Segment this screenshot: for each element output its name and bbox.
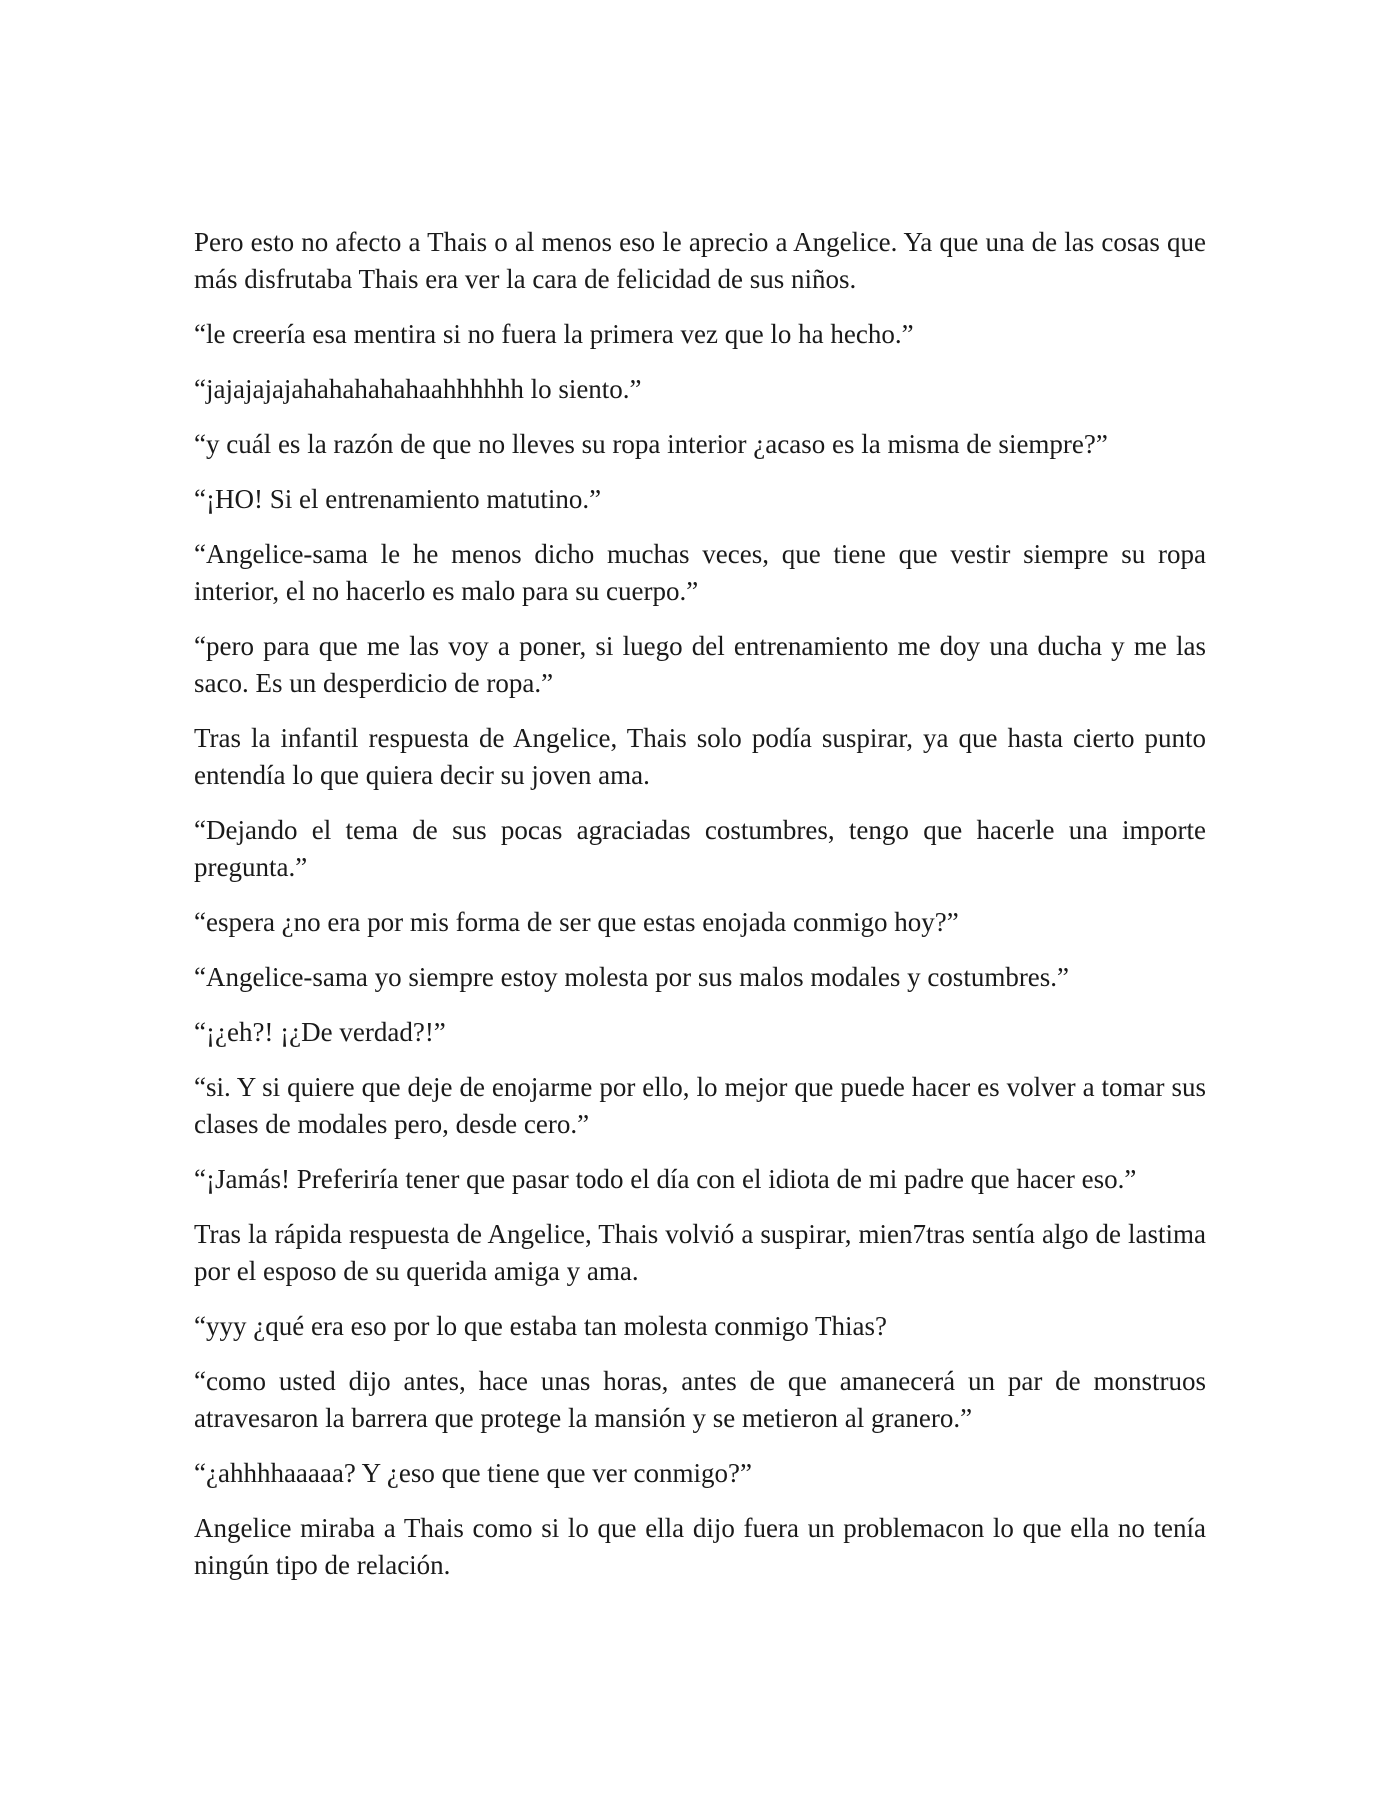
paragraph: “¡Jamás! Preferiría tener que pasar todo el día con el idiota de mi padre que hacer eso.” [194,1164,1137,1194]
paragraph: “le creería esa mentira si no fuera la primera vez que lo ha hecho.” [194,319,914,349]
paragraph: Tras la rápida respuesta de Angelice, Thais volvió a suspirar, mien7tras sentía algo de lastima por el esposo de su querida amiga y ama. [194,1219,1206,1286]
paragraph: “como usted dijo antes, hace unas horas, antes de que amanecerá un par de monstruos atravesaron la barrera que protege la mansión y se metieron al granero.” [194,1366,1206,1433]
paragraph: “pero para que me las voy a poner, si luego del entrenamiento me doy una ducha y me las saco. Es un desperdicio de ropa.” [194,631,1206,698]
paragraph: “¿ahhhhaaaaa? Y ¿eso que tiene que ver conmigo?” [194,1458,752,1488]
paragraph: “Dejando el tema de sus pocas agraciadas costumbres, tengo que hacerle una importe pregunta.” [194,815,1206,882]
paragraph: “Angelice-sama le he menos dicho muchas veces, que tiene que vestir siempre su ropa interior, el no hacerlo es malo para su cuerpo.” [194,539,1206,606]
paragraph: “si. Y si quiere que deje de enojarme por ello, lo mejor que puede hacer es volver a tomar sus clases de modales pero, desde cero.” [194,1072,1206,1139]
paragraph: “¡¿eh?! ¡¿De verdad?!” [194,1017,446,1047]
paragraph: Tras la infantil respuesta de Angelice, Thais solo podía suspirar, ya que hasta cierto punto entendía lo que quiera decir su joven ama. [194,723,1206,790]
paragraph: “espera ¿no era por mis forma de ser que estas enojada conmigo hoy?” [194,907,959,937]
document-body [194,224,1206,1602]
paragraph: Pero esto no afecto a Thais o al menos eso le aprecio a Angelice. Ya que una de las cosas que más disfrutaba Thais era ver la cara de felicidad de sus niños. [194,227,1206,294]
paragraph: “¡HO! Si el entrenamiento matutino.” [194,484,602,514]
paragraph: “jajajajajahahahahahaahhhhhh lo siento.” [194,374,642,404]
paragraph: “yyy ¿qué era eso por lo que estaba tan molesta conmigo Thias? [194,1311,888,1341]
paragraph: Angelice miraba a Thais como si lo que ella dijo fuera un problemacon lo que ella no tenía ningún tipo de relación. [194,1513,1206,1580]
paragraph: “y cuál es la razón de que no lleves su ropa interior ¿acaso es la misma de siempre?” [194,429,1108,459]
paragraph: “Angelice-sama yo siempre estoy molesta por sus malos modales y costumbres.” [194,962,1070,992]
